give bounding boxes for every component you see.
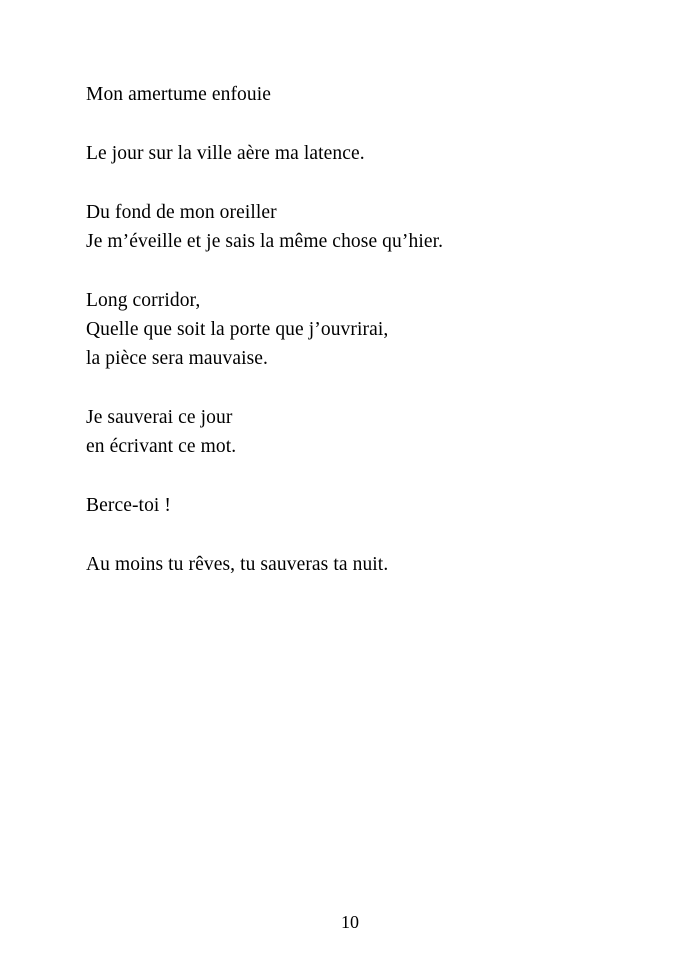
stanza-5 xyxy=(86,403,626,461)
stanza-2 xyxy=(86,139,626,168)
poem-line: Berce-toi ! xyxy=(86,495,172,516)
poem-line: la pièce sera mauvaise. xyxy=(86,348,269,369)
stanza-1 xyxy=(86,80,626,109)
poem-line: Je sauverai ce jour xyxy=(86,407,233,428)
poem-line: Long corridor, xyxy=(86,290,201,311)
poem-line: Je m’éveille et je sais la même chose qu’hier. xyxy=(86,231,444,252)
stanza-3 xyxy=(86,198,626,256)
stanza-7 xyxy=(86,550,626,579)
poem-line: Du fond de mon oreiller xyxy=(86,202,277,223)
poem-line: en écrivant ce mot. xyxy=(86,436,237,457)
stanza-6 xyxy=(86,491,626,520)
poem-line: Quelle que soit la porte que j’ouvrirai, xyxy=(86,319,389,340)
poem-line: Le jour sur la ville aère ma latence. xyxy=(86,143,365,164)
poem-line: Au moins tu rêves, tu sauveras ta nuit. xyxy=(86,554,389,575)
stanza-4 xyxy=(86,286,626,373)
poem-body xyxy=(86,80,626,579)
page-number: 10 xyxy=(341,912,359,932)
poem-line: Mon amertume enfouie xyxy=(86,84,272,105)
